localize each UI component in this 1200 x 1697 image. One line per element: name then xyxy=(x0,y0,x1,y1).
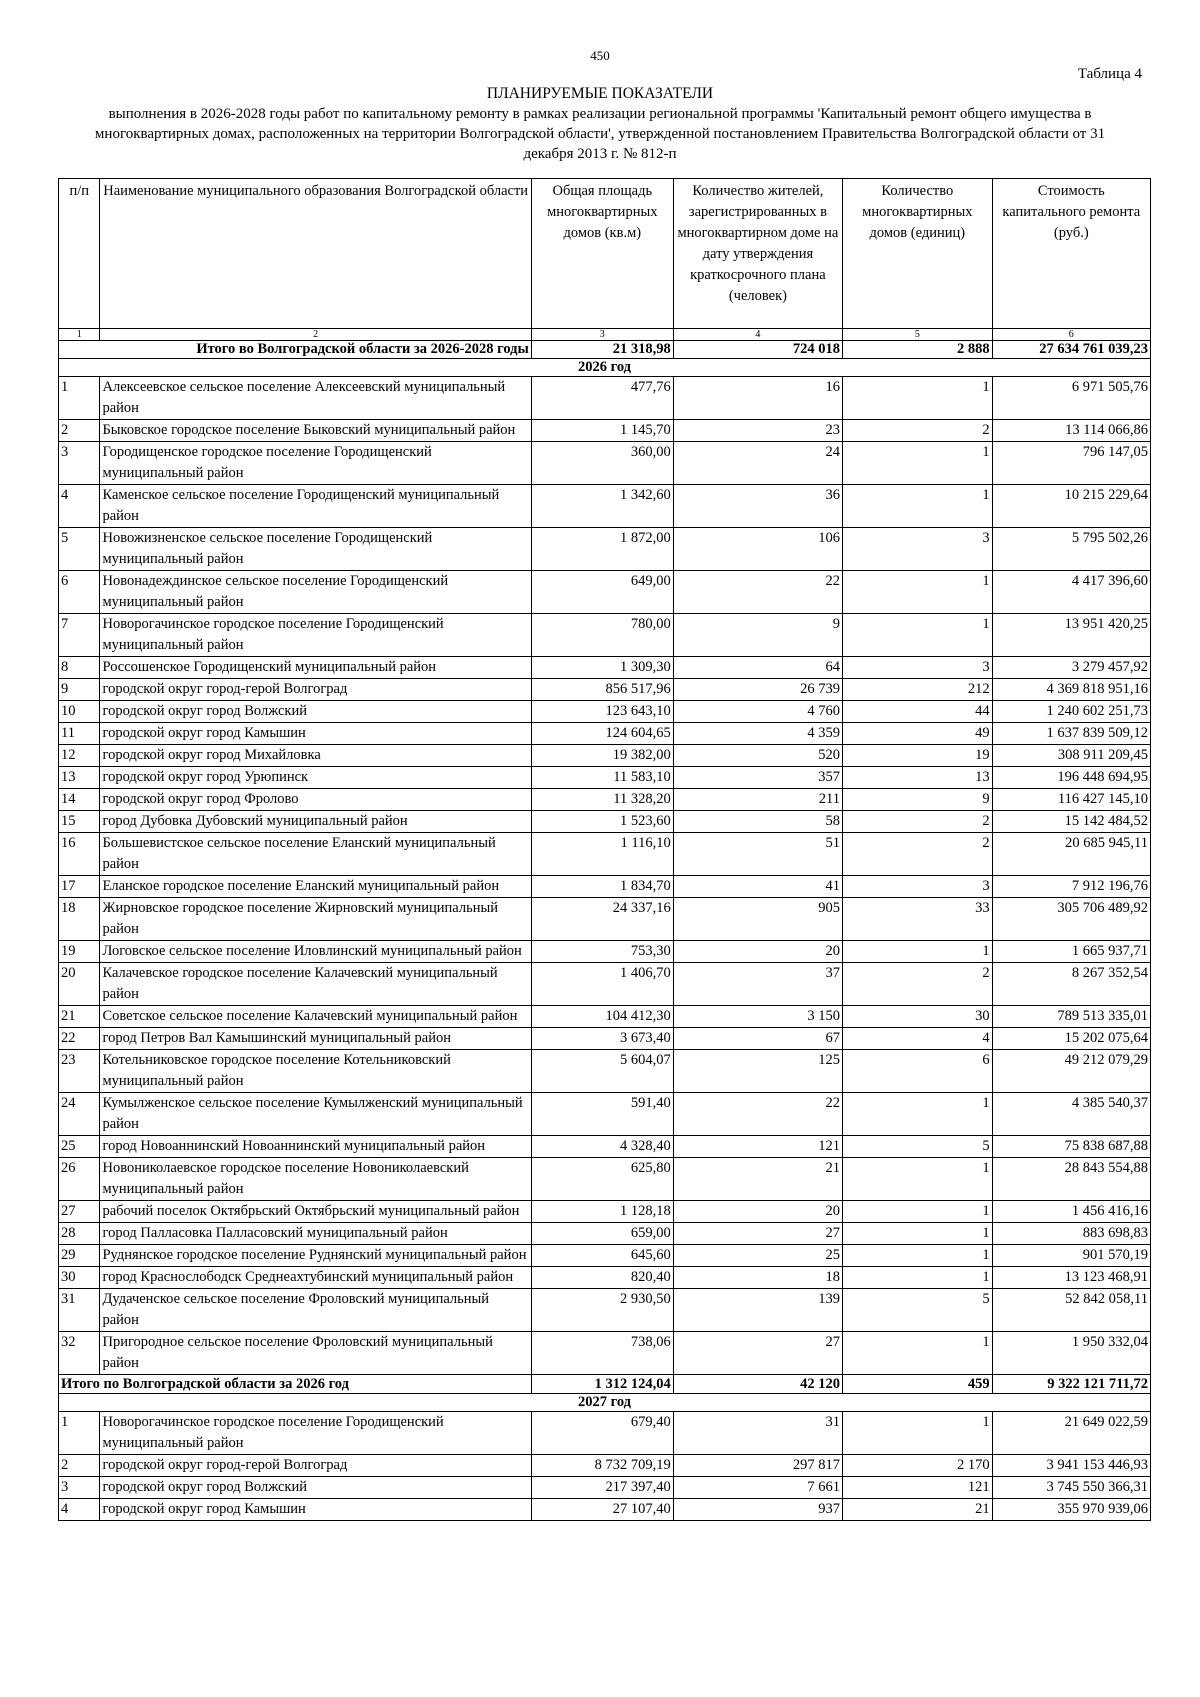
area-value: 1 116,10 xyxy=(531,833,673,876)
area-value: 1 523,60 xyxy=(531,811,673,833)
grand-total-residents: 724 018 xyxy=(673,341,842,359)
row-number: 14 xyxy=(59,789,100,811)
area-value: 477,76 xyxy=(531,377,673,420)
table-row xyxy=(59,876,1151,898)
area-value: 679,40 xyxy=(531,1412,673,1455)
page-number: 450 xyxy=(590,48,610,63)
table-row xyxy=(59,1332,1151,1375)
row-number: 29 xyxy=(59,1245,100,1267)
cost-value: 796 147,05 xyxy=(992,442,1150,485)
residents-value: 22 xyxy=(673,1093,842,1136)
residents-value: 21 xyxy=(673,1158,842,1201)
area-value: 659,00 xyxy=(531,1223,673,1245)
row-number: 22 xyxy=(59,1028,100,1050)
area-value: 1 406,70 xyxy=(531,963,673,1006)
houses-value: 33 xyxy=(843,898,993,941)
row-number: 4 xyxy=(59,1499,100,1521)
municipality-name: рабочий поселок Октябрьский Октябрьский муниципальный район xyxy=(100,1201,531,1223)
area-value: 820,40 xyxy=(531,1267,673,1289)
table-row xyxy=(59,1201,1151,1223)
houses-value: 21 xyxy=(843,1499,993,1521)
row-number: 7 xyxy=(59,614,100,657)
cost-value: 308 911 209,45 xyxy=(992,745,1150,767)
residents-value: 41 xyxy=(673,876,842,898)
cost-value: 7 912 196,76 xyxy=(992,876,1150,898)
total-2026-residents: 42 120 xyxy=(673,1375,842,1394)
row-number: 1 xyxy=(59,377,100,420)
houses-value: 2 xyxy=(843,420,993,442)
houses-value: 1 xyxy=(843,614,993,657)
area-value: 738,06 xyxy=(531,1332,673,1375)
area-value: 123 643,10 xyxy=(531,701,673,723)
houses-value: 1 xyxy=(843,1223,993,1245)
table-row xyxy=(59,811,1151,833)
table-row xyxy=(59,1223,1151,1245)
document-subtitle: выполнения в 2026-2028 годы работ по капитальному ремонту в рамках реализации региональной программы 'Капитальный ремонт общего имущества в многоквартирных домах, расположенных на территории Волгоградской области', утвержденной постановлением Правительства Волгоградской области от 31 декабря 2013 г. № 812-п xyxy=(94,106,1106,162)
municipality-name: городской округ город-герой Волгоград xyxy=(100,1455,531,1477)
area-value: 124 604,65 xyxy=(531,723,673,745)
row-number: 26 xyxy=(59,1158,100,1201)
houses-value: 1 xyxy=(843,1158,993,1201)
row-number: 4 xyxy=(59,485,100,528)
year-2027-header xyxy=(59,1394,1151,1412)
houses-value: 3 xyxy=(843,657,993,679)
row-number: 13 xyxy=(59,767,100,789)
cost-value: 4 417 396,60 xyxy=(992,571,1150,614)
row-number: 27 xyxy=(59,1201,100,1223)
cost-value: 901 570,19 xyxy=(992,1245,1150,1267)
municipality-name: город Палласовка Палласовский муниципальный район xyxy=(100,1223,531,1245)
houses-value: 6 xyxy=(843,1050,993,1093)
residents-value: 51 xyxy=(673,833,842,876)
grand-total-area: 21 318,98 xyxy=(531,341,673,359)
cost-value: 49 212 079,29 xyxy=(992,1050,1150,1093)
row-number: 15 xyxy=(59,811,100,833)
row-number: 21 xyxy=(59,1006,100,1028)
grand-total-row xyxy=(59,341,1151,359)
residents-value: 31 xyxy=(673,1412,842,1455)
residents-value: 26 739 xyxy=(673,679,842,701)
row-number: 6 xyxy=(59,571,100,614)
table-row xyxy=(59,1050,1151,1093)
cost-value: 196 448 694,95 xyxy=(992,767,1150,789)
municipality-name: городской округ город Камышин xyxy=(100,723,531,745)
area-value: 1 309,30 xyxy=(531,657,673,679)
header-row xyxy=(59,179,1151,329)
row-number: 18 xyxy=(59,898,100,941)
area-value: 856 517,96 xyxy=(531,679,673,701)
header-residents: Количество жителей, зарегистрированных в многоквартирном доме на дату утверждения краткосрочного плана (человек) xyxy=(673,179,842,329)
houses-value: 212 xyxy=(843,679,993,701)
houses-value: 2 xyxy=(843,811,993,833)
grand-total-cost: 27 634 761 039,23 xyxy=(992,341,1150,359)
area-value: 591,40 xyxy=(531,1093,673,1136)
municipality-name: городской округ город Волжский xyxy=(100,1477,531,1499)
area-value: 1 128,18 xyxy=(531,1201,673,1223)
municipality-name: Еланское городское поселение Еланский муниципальный район xyxy=(100,876,531,898)
residents-value: 297 817 xyxy=(673,1455,842,1477)
table-row xyxy=(59,1006,1151,1028)
residents-value: 67 xyxy=(673,1028,842,1050)
residents-value: 905 xyxy=(673,898,842,941)
municipality-name: городской округ город-герой Волгоград xyxy=(100,679,531,701)
residents-value: 211 xyxy=(673,789,842,811)
residents-value: 27 xyxy=(673,1223,842,1245)
row-number: 25 xyxy=(59,1136,100,1158)
area-value: 1 145,70 xyxy=(531,420,673,442)
table-row xyxy=(59,898,1151,941)
cost-value: 15 142 484,52 xyxy=(992,811,1150,833)
row-number: 19 xyxy=(59,941,100,963)
document-title: ПЛАНИРУЕМЫЕ ПОКАЗАТЕЛИ xyxy=(486,85,714,102)
area-value: 104 412,30 xyxy=(531,1006,673,1028)
municipality-name: городской округ город Волжский xyxy=(100,701,531,723)
houses-value: 19 xyxy=(843,745,993,767)
municipality-name: Россошенское Городищенский муниципальный район xyxy=(100,657,531,679)
houses-value: 30 xyxy=(843,1006,993,1028)
municipality-name: Кумылженское сельское поселение Кумылженский муниципальный район xyxy=(100,1093,531,1136)
total-2026-area: 1 312 124,04 xyxy=(531,1375,673,1394)
cost-value: 13 114 066,86 xyxy=(992,420,1150,442)
table-row xyxy=(59,571,1151,614)
residents-value: 18 xyxy=(673,1267,842,1289)
cost-value: 52 842 058,11 xyxy=(992,1289,1150,1332)
residents-value: 25 xyxy=(673,1245,842,1267)
table-row xyxy=(59,1028,1151,1050)
row-number: 1 xyxy=(59,1412,100,1455)
municipality-name: Пригородное сельское поселение Фроловский муниципальный район xyxy=(100,1332,531,1375)
table-row xyxy=(59,528,1151,571)
cost-value: 6 971 505,76 xyxy=(992,377,1150,420)
residents-value: 24 xyxy=(673,442,842,485)
row-number: 17 xyxy=(59,876,100,898)
municipality-name: город Новоаннинский Новоаннинский муниципальный район xyxy=(100,1136,531,1158)
cost-value: 75 838 687,88 xyxy=(992,1136,1150,1158)
table-row xyxy=(59,941,1151,963)
area-value: 27 107,40 xyxy=(531,1499,673,1521)
area-value: 24 337,16 xyxy=(531,898,673,941)
column-number: 6 xyxy=(992,329,1150,341)
residents-value: 125 xyxy=(673,1050,842,1093)
municipality-name: Новорогачинское городское поселение Городищенский муниципальный район xyxy=(100,1412,531,1455)
row-number: 5 xyxy=(59,528,100,571)
table-row xyxy=(59,789,1151,811)
table-row xyxy=(59,377,1151,420)
table-row xyxy=(59,1455,1151,1477)
municipality-name: Каменское сельское поселение Городищенский муниципальный район xyxy=(100,485,531,528)
area-value: 11 583,10 xyxy=(531,767,673,789)
houses-value: 2 170 xyxy=(843,1455,993,1477)
municipality-name: город Дубовка Дубовский муниципальный район xyxy=(100,811,531,833)
header-name: Наименование муниципального образования Волгоградской области xyxy=(100,179,531,329)
area-value: 649,00 xyxy=(531,571,673,614)
municipality-name: Алексеевское сельское поселение Алексеевский муниципальный район xyxy=(100,377,531,420)
municipality-name: Новониколаевское городское поселение Новониколаевский муниципальный район xyxy=(100,1158,531,1201)
table-row xyxy=(59,1289,1151,1332)
cost-value: 789 513 335,01 xyxy=(992,1006,1150,1028)
cost-value: 20 685 945,11 xyxy=(992,833,1150,876)
cost-value: 15 202 075,64 xyxy=(992,1028,1150,1050)
municipality-name: городской округ город Урюпинск xyxy=(100,767,531,789)
total-2026-row xyxy=(59,1375,1151,1394)
residents-value: 20 xyxy=(673,941,842,963)
residents-value: 937 xyxy=(673,1499,842,1521)
row-number: 31 xyxy=(59,1289,100,1332)
table-row xyxy=(59,1093,1151,1136)
table-row xyxy=(59,1477,1151,1499)
area-value: 217 397,40 xyxy=(531,1477,673,1499)
houses-value: 1 xyxy=(843,1267,993,1289)
table-row xyxy=(59,657,1151,679)
column-number: 1 xyxy=(59,329,100,341)
cost-value: 3 745 550 366,31 xyxy=(992,1477,1150,1499)
residents-value: 3 150 xyxy=(673,1006,842,1028)
row-number: 9 xyxy=(59,679,100,701)
column-numbers-row xyxy=(59,329,1151,341)
area-value: 11 328,20 xyxy=(531,789,673,811)
cost-value: 883 698,83 xyxy=(992,1223,1150,1245)
table-row xyxy=(59,442,1151,485)
municipality-name: Большевистское сельское поселение Еланский муниципальный район xyxy=(100,833,531,876)
row-number: 23 xyxy=(59,1050,100,1093)
header-area: Общая площадь многоквартирных домов (кв.м) xyxy=(531,179,673,329)
area-value: 780,00 xyxy=(531,614,673,657)
column-number: 2 xyxy=(100,329,531,341)
row-number: 24 xyxy=(59,1093,100,1136)
header-houses: Количество многоквартирных домов (единиц) xyxy=(843,179,993,329)
houses-value: 1 xyxy=(843,941,993,963)
houses-value: 5 xyxy=(843,1289,993,1332)
table-row xyxy=(59,1136,1151,1158)
residents-value: 16 xyxy=(673,377,842,420)
residents-value: 36 xyxy=(673,485,842,528)
houses-value: 5 xyxy=(843,1136,993,1158)
area-value: 1 342,60 xyxy=(531,485,673,528)
residents-value: 23 xyxy=(673,420,842,442)
row-number: 3 xyxy=(59,442,100,485)
residents-value: 7 661 xyxy=(673,1477,842,1499)
cost-value: 4 385 540,37 xyxy=(992,1093,1150,1136)
cost-value: 13 951 420,25 xyxy=(992,614,1150,657)
table-row xyxy=(59,833,1151,876)
row-number: 2 xyxy=(59,1455,100,1477)
houses-value: 1 xyxy=(843,1201,993,1223)
cost-value: 28 843 554,88 xyxy=(992,1158,1150,1201)
residents-value: 20 xyxy=(673,1201,842,1223)
row-number: 12 xyxy=(59,745,100,767)
column-number: 5 xyxy=(843,329,993,341)
table-row xyxy=(59,485,1151,528)
houses-value: 1 xyxy=(843,1093,993,1136)
municipality-name: городской округ город Фролово xyxy=(100,789,531,811)
cost-value: 3 279 457,92 xyxy=(992,657,1150,679)
table-row xyxy=(59,767,1151,789)
row-number: 2 xyxy=(59,420,100,442)
residents-value: 4 359 xyxy=(673,723,842,745)
houses-value: 49 xyxy=(843,723,993,745)
header-num: п/п xyxy=(59,179,100,329)
row-number: 10 xyxy=(59,701,100,723)
cost-value: 1 665 937,71 xyxy=(992,941,1150,963)
cost-value: 355 970 939,06 xyxy=(992,1499,1150,1521)
municipality-name: Логовское сельское поселение Иловлинский муниципальный район xyxy=(100,941,531,963)
cost-value: 305 706 489,92 xyxy=(992,898,1150,941)
grand-total-label: Итого во Волгоградской области за 2026-2028 годы xyxy=(59,341,532,359)
houses-value: 121 xyxy=(843,1477,993,1499)
area-value: 360,00 xyxy=(531,442,673,485)
row-number: 11 xyxy=(59,723,100,745)
total-2026-cost: 9 322 121 711,72 xyxy=(992,1375,1150,1394)
table-row xyxy=(59,723,1151,745)
area-value: 645,60 xyxy=(531,1245,673,1267)
residents-value: 520 xyxy=(673,745,842,767)
municipality-name: Дудаченское сельское поселение Фроловский муниципальный район xyxy=(100,1289,531,1332)
houses-value: 3 xyxy=(843,528,993,571)
houses-value: 9 xyxy=(843,789,993,811)
cost-value: 4 369 818 951,16 xyxy=(992,679,1150,701)
total-2026-houses: 459 xyxy=(843,1375,993,1394)
cost-value: 10 215 229,64 xyxy=(992,485,1150,528)
houses-value: 13 xyxy=(843,767,993,789)
cost-value: 13 123 468,91 xyxy=(992,1267,1150,1289)
residents-value: 139 xyxy=(673,1289,842,1332)
year-2026-label: 2026 год xyxy=(59,359,1151,377)
residents-value: 27 xyxy=(673,1332,842,1375)
year-2026-header xyxy=(59,359,1151,377)
cost-value: 8 267 352,54 xyxy=(992,963,1150,1006)
houses-value: 2 xyxy=(843,963,993,1006)
residents-value: 357 xyxy=(673,767,842,789)
municipality-name: Советское сельское поселение Калачевский муниципальный район xyxy=(100,1006,531,1028)
cost-value: 1 950 332,04 xyxy=(992,1332,1150,1375)
municipality-name: город Петров Вал Камышинский муниципальный район xyxy=(100,1028,531,1050)
table-row xyxy=(59,1267,1151,1289)
municipality-name: городской округ город Камышин xyxy=(100,1499,531,1521)
residents-value: 106 xyxy=(673,528,842,571)
cost-value: 116 427 145,10 xyxy=(992,789,1150,811)
municipality-name: Руднянское городское поселение Руднянский муниципальный район xyxy=(100,1245,531,1267)
houses-value: 1 xyxy=(843,1412,993,1455)
row-number: 30 xyxy=(59,1267,100,1289)
table-row xyxy=(59,420,1151,442)
cost-value: 1 240 602 251,73 xyxy=(992,701,1150,723)
area-value: 1 834,70 xyxy=(531,876,673,898)
municipality-name: город Краснослободск Среднеахтубинский муниципальный район xyxy=(100,1267,531,1289)
municipality-name: Калачевское городское поселение Калачевский муниципальный район xyxy=(100,963,531,1006)
header-cost: Стоимость капитального ремонта (руб.) xyxy=(992,179,1150,329)
area-value: 19 382,00 xyxy=(531,745,673,767)
grand-total-houses: 2 888 xyxy=(843,341,993,359)
residents-value: 121 xyxy=(673,1136,842,1158)
area-value: 3 673,40 xyxy=(531,1028,673,1050)
cost-value: 21 649 022,59 xyxy=(992,1412,1150,1455)
year-2027-label: 2027 год xyxy=(59,1394,1151,1412)
row-number: 20 xyxy=(59,963,100,1006)
area-value: 5 604,07 xyxy=(531,1050,673,1093)
houses-value: 1 xyxy=(843,485,993,528)
houses-value: 1 xyxy=(843,1332,993,1375)
table-row xyxy=(59,963,1151,1006)
area-value: 753,30 xyxy=(531,941,673,963)
row-number: 16 xyxy=(59,833,100,876)
table-row xyxy=(59,614,1151,657)
municipality-name: городской округ город Михайловка xyxy=(100,745,531,767)
row-number: 3 xyxy=(59,1477,100,1499)
cost-value: 3 941 153 446,93 xyxy=(992,1455,1150,1477)
residents-value: 22 xyxy=(673,571,842,614)
row-number: 28 xyxy=(59,1223,100,1245)
total-2026-label: Итого по Волгоградской области за 2026 год xyxy=(59,1375,532,1394)
municipality-name: Жирновское городское поселение Жирновский муниципальный район xyxy=(100,898,531,941)
row-number: 8 xyxy=(59,657,100,679)
area-value: 4 328,40 xyxy=(531,1136,673,1158)
table-row xyxy=(59,701,1151,723)
municipality-name: Котельниковское городское поселение Котельниковский муниципальный район xyxy=(100,1050,531,1093)
houses-value: 4 xyxy=(843,1028,993,1050)
houses-value: 1 xyxy=(843,571,993,614)
residents-value: 9 xyxy=(673,614,842,657)
cost-value: 1 637 839 509,12 xyxy=(992,723,1150,745)
column-number: 4 xyxy=(673,329,842,341)
area-value: 625,80 xyxy=(531,1158,673,1201)
column-number: 3 xyxy=(531,329,673,341)
table-row xyxy=(59,679,1151,701)
houses-value: 44 xyxy=(843,701,993,723)
residents-value: 64 xyxy=(673,657,842,679)
area-value: 1 872,00 xyxy=(531,528,673,571)
table-row xyxy=(59,1245,1151,1267)
table-body xyxy=(59,329,1151,1521)
houses-value: 1 xyxy=(843,442,993,485)
indicators-table xyxy=(58,178,1151,1521)
houses-value: 1 xyxy=(843,377,993,420)
row-number: 32 xyxy=(59,1332,100,1375)
municipality-name: Новожизненское сельское поселение Городищенский муниципальный район xyxy=(100,528,531,571)
residents-value: 58 xyxy=(673,811,842,833)
houses-value: 1 xyxy=(843,1245,993,1267)
table-label: Таблица 4 xyxy=(1077,66,1142,82)
residents-value: 4 760 xyxy=(673,701,842,723)
municipality-name: Быковское городское поселение Быковский муниципальный район xyxy=(100,420,531,442)
table-row xyxy=(59,1499,1151,1521)
municipality-name: Новонадеждинское сельское поселение Городищенский муниципальный район xyxy=(100,571,531,614)
cost-value: 5 795 502,26 xyxy=(992,528,1150,571)
cost-value: 1 456 416,16 xyxy=(992,1201,1150,1223)
municipality-name: Новорогачинское городское поселение Городищенский муниципальный район xyxy=(100,614,531,657)
table-row xyxy=(59,745,1151,767)
table-row xyxy=(59,1158,1151,1201)
houses-value: 2 xyxy=(843,833,993,876)
area-value: 8 732 709,19 xyxy=(531,1455,673,1477)
municipality-name: Городищенское городское поселение Городищенский муниципальный район xyxy=(100,442,531,485)
residents-value: 37 xyxy=(673,963,842,1006)
area-value: 2 930,50 xyxy=(531,1289,673,1332)
table-row xyxy=(59,1412,1151,1455)
houses-value: 3 xyxy=(843,876,993,898)
